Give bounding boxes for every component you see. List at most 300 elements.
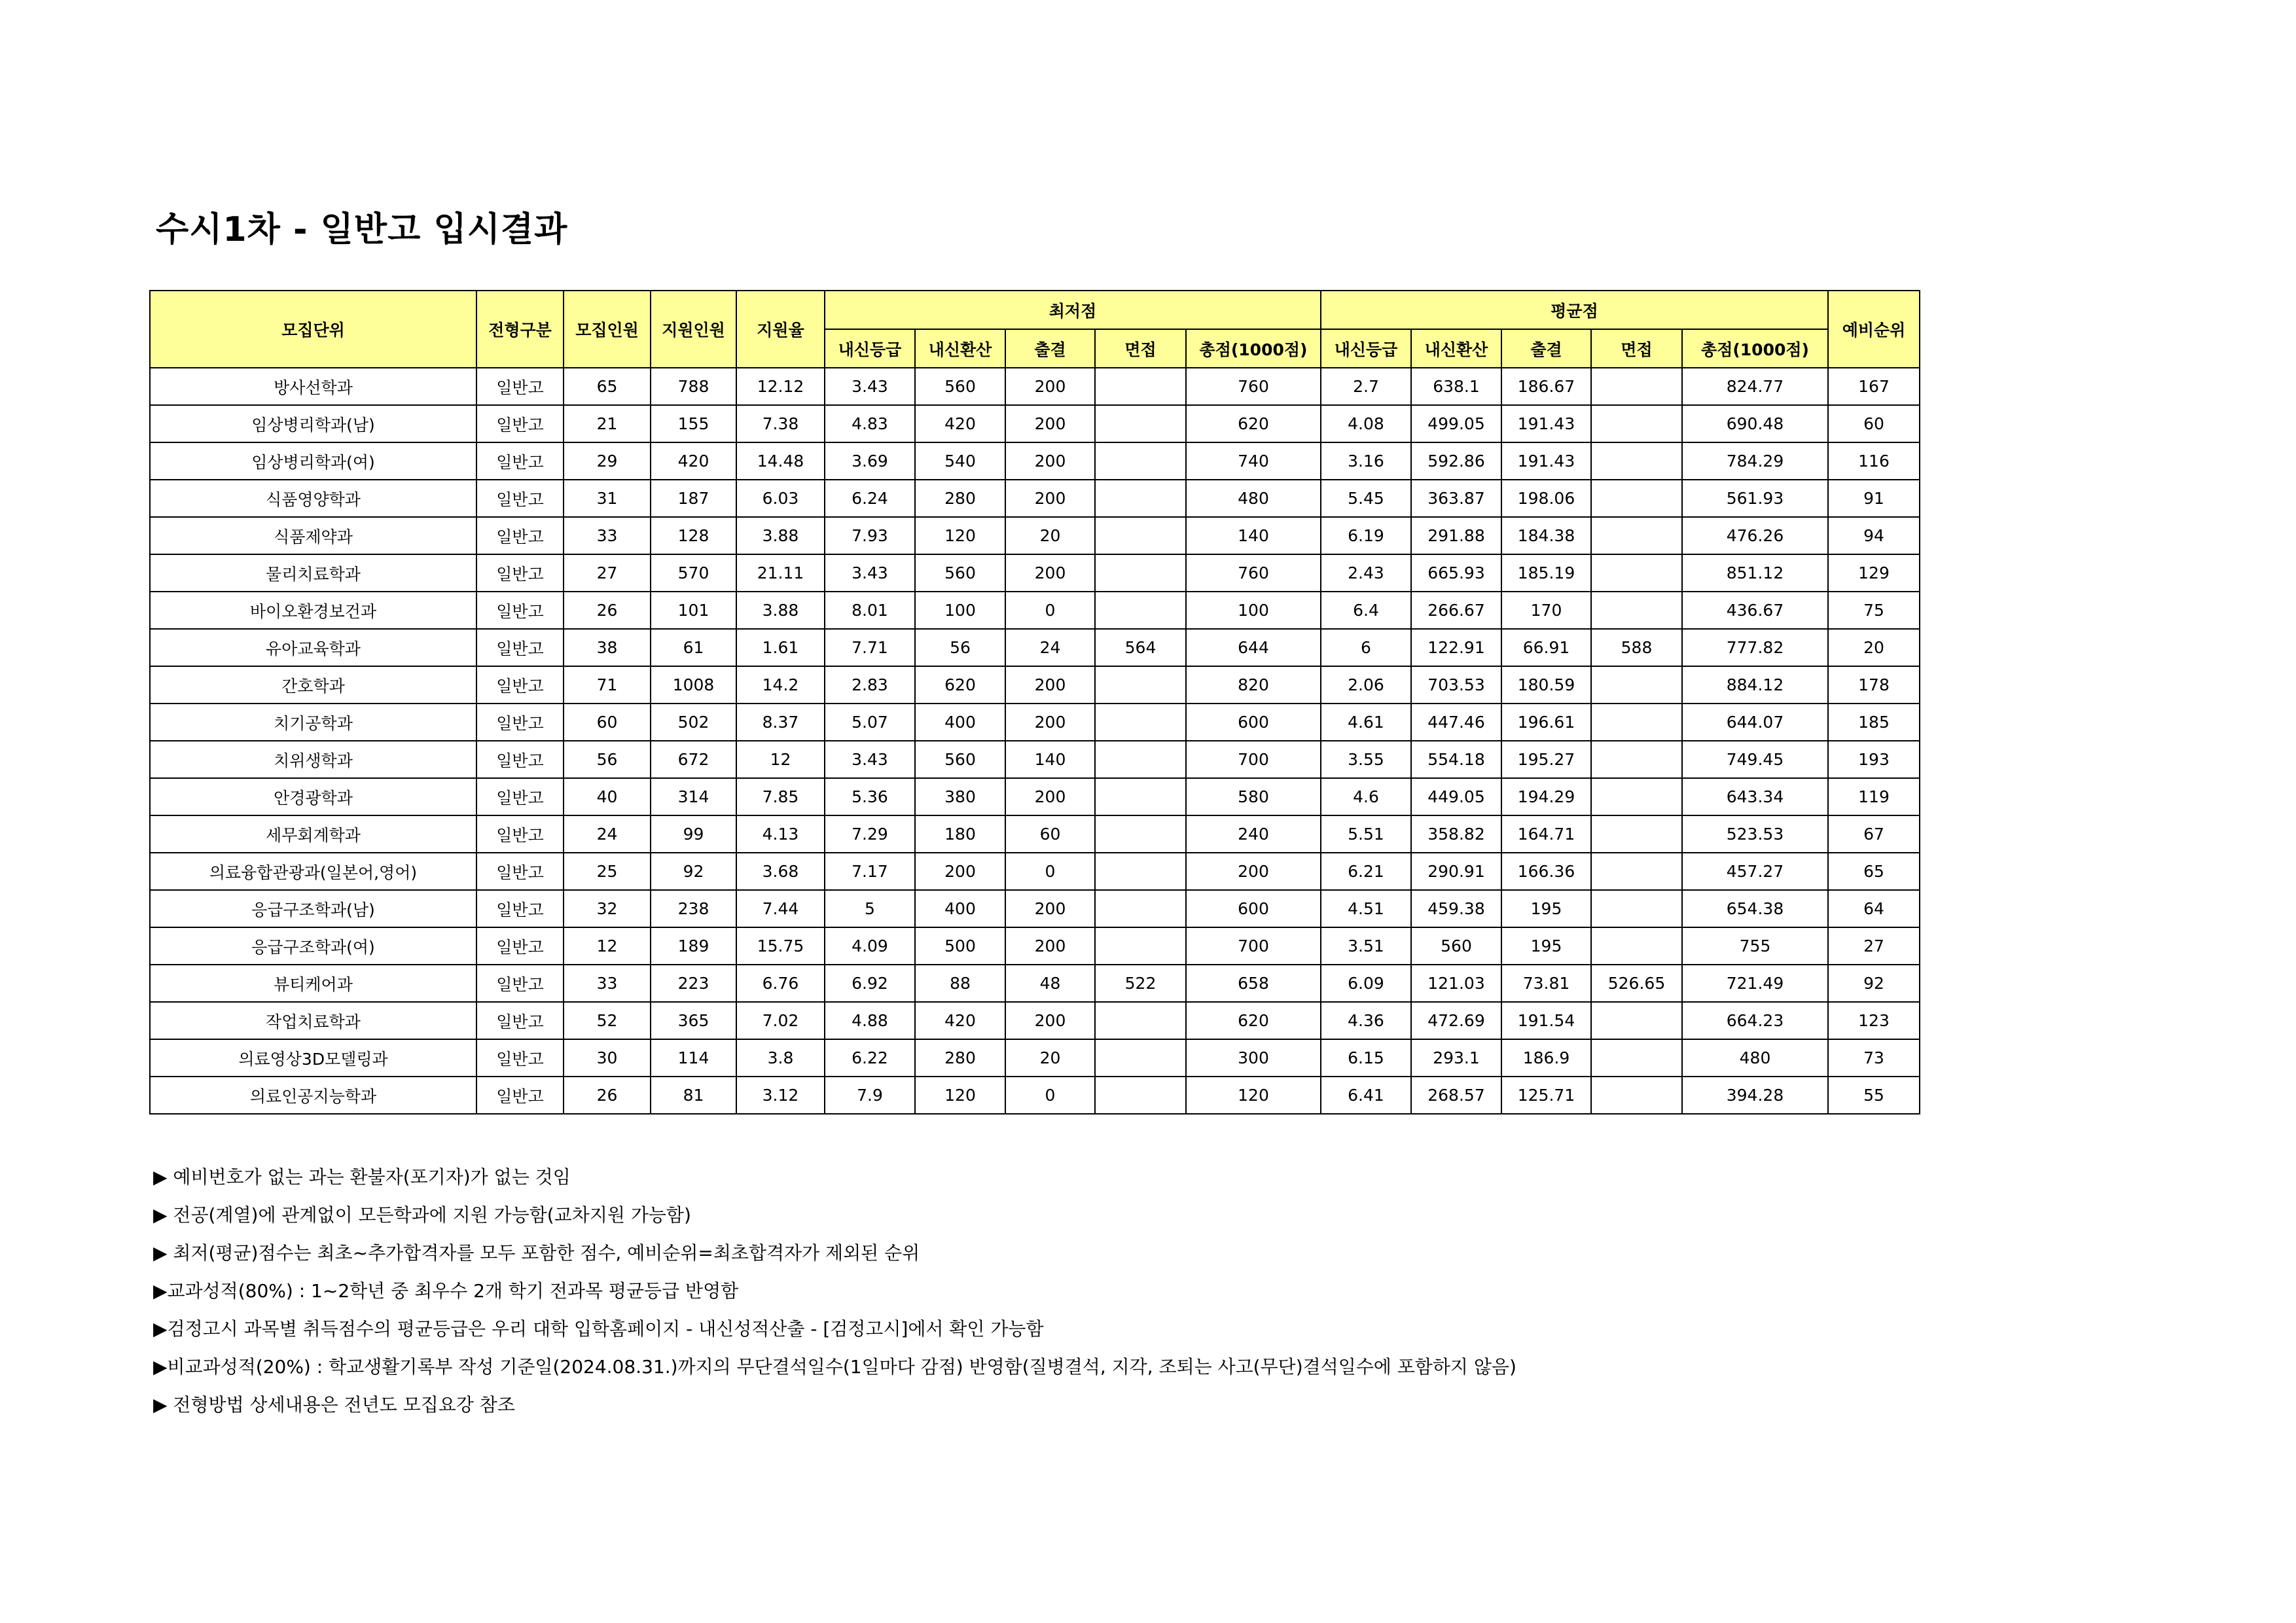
cell-type: 일반고 (476, 853, 564, 890)
cell-ratio: 3.68 (736, 853, 825, 890)
cell-avg-interview (1591, 480, 1682, 517)
table-row (150, 853, 1920, 890)
cell-avg-grade: 6.41 (1321, 1077, 1411, 1114)
cell-unit: 임상병리학과(여) (150, 442, 476, 480)
cell-min-grade: 7.17 (825, 853, 915, 890)
cell-min-converted: 420 (915, 405, 1005, 442)
cell-ratio: 14.2 (736, 666, 825, 704)
cell-min-converted: 100 (915, 592, 1005, 629)
cell-avg-converted: 459.38 (1411, 890, 1501, 927)
cell-avg-attendance: 66.91 (1501, 629, 1591, 666)
cell-ratio: 6.76 (736, 965, 825, 1002)
sub-header-interview: 면접 (1095, 329, 1186, 368)
cell-min-attendance: 20 (1005, 1039, 1095, 1077)
cell-min-total: 100 (1186, 592, 1321, 629)
cell-avg-interview (1591, 704, 1682, 741)
cell-min-interview (1095, 741, 1186, 778)
cell-ratio: 7.02 (736, 1002, 825, 1039)
note-item: ▶ 전형방법 상세내용은 전년도 모집요강 참조 (153, 1394, 515, 1416)
cell-type: 일반고 (476, 741, 564, 778)
cell-avg-total: 851.12 (1682, 554, 1828, 592)
cell-avg-grade: 4.08 (1321, 405, 1411, 442)
cell-min-total: 580 (1186, 778, 1321, 815)
cell-avg-attendance: 125.71 (1501, 1077, 1591, 1114)
cell-avg-converted: 638.1 (1411, 368, 1501, 405)
cell-unit: 응급구조학과(여) (150, 927, 476, 965)
cell-avg-converted: 358.82 (1411, 815, 1501, 853)
cell-type: 일반고 (476, 1002, 564, 1039)
cell-min-grade: 7.29 (825, 815, 915, 853)
cell-applicants: 238 (651, 890, 736, 927)
cell-type: 일반고 (476, 368, 564, 405)
cell-avg-grade: 2.7 (1321, 368, 1411, 405)
cell-applicants: 570 (651, 554, 736, 592)
cell-reserve: 67 (1828, 815, 1920, 853)
cell-type: 일반고 (476, 442, 564, 480)
cell-min-converted: 88 (915, 965, 1005, 1002)
table-row (150, 517, 1920, 554)
cell-unit: 뷰티케어과 (150, 965, 476, 1002)
cell-avg-interview (1591, 1077, 1682, 1114)
cell-min-interview: 522 (1095, 965, 1186, 1002)
cell-min-converted: 120 (915, 517, 1005, 554)
cell-avg-grade: 6.4 (1321, 592, 1411, 629)
cell-unit: 치위생학과 (150, 741, 476, 778)
cell-min-grade: 3.69 (825, 442, 915, 480)
cell-reserve: 185 (1828, 704, 1920, 741)
cell-min-interview (1095, 1002, 1186, 1039)
cell-avg-converted: 363.87 (1411, 480, 1501, 517)
cell-ratio: 8.37 (736, 704, 825, 741)
cell-applicants: 99 (651, 815, 736, 853)
cell-min-interview (1095, 554, 1186, 592)
cell-min-attendance: 0 (1005, 592, 1095, 629)
cell-unit: 응급구조학과(남) (150, 890, 476, 927)
cell-avg-interview (1591, 554, 1682, 592)
cell-ratio: 3.88 (736, 592, 825, 629)
cell-min-grade: 6.24 (825, 480, 915, 517)
sub-header-attendance: 출결 (1501, 329, 1591, 368)
cell-min-interview (1095, 704, 1186, 741)
table-row (150, 442, 1920, 480)
cell-unit: 세무회계학과 (150, 815, 476, 853)
cell-min-total: 300 (1186, 1039, 1321, 1077)
cell-applicants: 223 (651, 965, 736, 1002)
cell-avg-total: 749.45 (1682, 741, 1828, 778)
cell-avg-grade: 6.09 (1321, 965, 1411, 1002)
cell-reserve: 27 (1828, 927, 1920, 965)
cell-quota: 26 (564, 1077, 651, 1114)
cell-quota: 56 (564, 741, 651, 778)
group-header-avg: 평균점 (1321, 291, 1828, 329)
cell-min-interview (1095, 666, 1186, 704)
cell-min-total: 480 (1186, 480, 1321, 517)
cell-avg-interview: 588 (1591, 629, 1682, 666)
cell-min-attendance: 140 (1005, 741, 1095, 778)
cell-avg-attendance: 180.59 (1501, 666, 1591, 704)
cell-applicants: 365 (651, 1002, 736, 1039)
cell-ratio: 7.44 (736, 890, 825, 927)
table-row (150, 554, 1920, 592)
table-row (150, 1077, 1920, 1114)
cell-avg-total: 777.82 (1682, 629, 1828, 666)
cell-reserve: 119 (1828, 778, 1920, 815)
cell-avg-total: 884.12 (1682, 666, 1828, 704)
cell-unit: 물리치료학과 (150, 554, 476, 592)
cell-avg-interview (1591, 405, 1682, 442)
cell-applicants: 1008 (651, 666, 736, 704)
cell-min-interview (1095, 853, 1186, 890)
cell-quota: 26 (564, 592, 651, 629)
cell-avg-grade: 6.19 (1321, 517, 1411, 554)
cell-unit: 작업치료학과 (150, 1002, 476, 1039)
cell-type: 일반고 (476, 517, 564, 554)
cell-avg-attendance: 166.36 (1501, 853, 1591, 890)
cell-avg-interview (1591, 1002, 1682, 1039)
cell-unit: 바이오환경보건과 (150, 592, 476, 629)
cell-applicants: 788 (651, 368, 736, 405)
cell-avg-attendance: 198.06 (1501, 480, 1591, 517)
cell-avg-converted: 703.53 (1411, 666, 1501, 704)
cell-min-converted: 120 (915, 1077, 1005, 1114)
cell-reserve: 178 (1828, 666, 1920, 704)
table-row (150, 405, 1920, 442)
cell-applicants: 502 (651, 704, 736, 741)
cell-avg-total: 654.38 (1682, 890, 1828, 927)
cell-min-attendance: 200 (1005, 405, 1095, 442)
cell-min-grade: 7.93 (825, 517, 915, 554)
cell-min-interview (1095, 592, 1186, 629)
cell-applicants: 114 (651, 1039, 736, 1077)
cell-avg-converted: 499.05 (1411, 405, 1501, 442)
cell-min-attendance: 200 (1005, 442, 1095, 480)
cell-min-converted: 620 (915, 666, 1005, 704)
cell-min-grade: 6.22 (825, 1039, 915, 1077)
cell-avg-total: 394.28 (1682, 1077, 1828, 1114)
cell-applicants: 187 (651, 480, 736, 517)
col-header-ratio: 지원율 (736, 291, 825, 368)
col-header-type: 전형구분 (476, 291, 564, 368)
page-title: 수시1차 - 일반고 입시결과 (156, 210, 568, 249)
cell-min-attendance: 0 (1005, 853, 1095, 890)
cell-unit: 식품제약과 (150, 517, 476, 554)
cell-reserve: 129 (1828, 554, 1920, 592)
cell-quota: 21 (564, 405, 651, 442)
cell-min-grade: 5 (825, 890, 915, 927)
cell-avg-converted: 665.93 (1411, 554, 1501, 592)
cell-avg-converted: 121.03 (1411, 965, 1501, 1002)
cell-avg-grade: 3.55 (1321, 741, 1411, 778)
cell-type: 일반고 (476, 480, 564, 517)
cell-min-attendance: 200 (1005, 368, 1095, 405)
cell-min-converted: 200 (915, 853, 1005, 890)
cell-ratio: 3.88 (736, 517, 825, 554)
cell-avg-total: 561.93 (1682, 480, 1828, 517)
sub-header-converted: 내신환산 (1411, 329, 1501, 368)
cell-min-attendance: 24 (1005, 629, 1095, 666)
cell-reserve: 193 (1828, 741, 1920, 778)
cell-min-total: 240 (1186, 815, 1321, 853)
cell-avg-grade: 6 (1321, 629, 1411, 666)
table-row (150, 592, 1920, 629)
table-row (150, 965, 1920, 1002)
cell-avg-attendance: 195 (1501, 927, 1591, 965)
cell-min-converted: 380 (915, 778, 1005, 815)
cell-min-converted: 560 (915, 741, 1005, 778)
cell-avg-converted: 447.46 (1411, 704, 1501, 741)
cell-reserve: 55 (1828, 1077, 1920, 1114)
cell-avg-total: 755 (1682, 927, 1828, 965)
cell-quota: 32 (564, 890, 651, 927)
cell-avg-converted: 560 (1411, 927, 1501, 965)
cell-avg-grade: 6.21 (1321, 853, 1411, 890)
cell-min-total: 740 (1186, 442, 1321, 480)
cell-applicants: 81 (651, 1077, 736, 1114)
sub-header-converted: 내신환산 (915, 329, 1005, 368)
cell-min-attendance: 20 (1005, 517, 1095, 554)
cell-unit: 의료인공지능학과 (150, 1077, 476, 1114)
table-row (150, 1002, 1920, 1039)
cell-type: 일반고 (476, 815, 564, 853)
cell-quota: 30 (564, 1039, 651, 1077)
cell-avg-interview: 526.65 (1591, 965, 1682, 1002)
cell-avg-total: 784.29 (1682, 442, 1828, 480)
table-row (150, 666, 1920, 704)
table-row (150, 890, 1920, 927)
cell-avg-attendance: 73.81 (1501, 965, 1591, 1002)
sub-header-total: 총점(1000점) (1682, 329, 1828, 368)
cell-min-total: 600 (1186, 704, 1321, 741)
cell-min-attendance: 48 (1005, 965, 1095, 1002)
cell-avg-total: 824.77 (1682, 368, 1828, 405)
cell-quota: 31 (564, 480, 651, 517)
cell-min-converted: 540 (915, 442, 1005, 480)
cell-min-converted: 280 (915, 1039, 1005, 1077)
cell-avg-total: 436.67 (1682, 592, 1828, 629)
cell-quota: 38 (564, 629, 651, 666)
cell-avg-attendance: 164.71 (1501, 815, 1591, 853)
cell-quota: 60 (564, 704, 651, 741)
cell-quota: 33 (564, 517, 651, 554)
cell-reserve: 116 (1828, 442, 1920, 480)
cell-quota: 65 (564, 368, 651, 405)
cell-min-grade: 2.83 (825, 666, 915, 704)
cell-avg-attendance: 186.67 (1501, 368, 1591, 405)
note-item: ▶교과성적(80%) : 1~2학년 중 최우수 2개 학기 전과목 평균등급 반영함 (153, 1280, 739, 1302)
cell-min-grade: 5.07 (825, 704, 915, 741)
table-row (150, 629, 1920, 666)
cell-min-total: 760 (1186, 554, 1321, 592)
cell-min-total: 200 (1186, 853, 1321, 890)
cell-quota: 71 (564, 666, 651, 704)
cell-type: 일반고 (476, 704, 564, 741)
cell-min-attendance: 200 (1005, 666, 1095, 704)
notes-list (153, 1158, 2117, 1424)
cell-min-attendance: 200 (1005, 704, 1095, 741)
sub-header-attendance: 출결 (1005, 329, 1095, 368)
cell-reserve: 65 (1828, 853, 1920, 890)
cell-min-interview (1095, 927, 1186, 965)
group-header-min: 최저점 (825, 291, 1321, 329)
col-header-quota: 모집인원 (564, 291, 651, 368)
cell-min-total: 620 (1186, 405, 1321, 442)
cell-avg-interview (1591, 778, 1682, 815)
cell-reserve: 94 (1828, 517, 1920, 554)
cell-avg-total: 523.53 (1682, 815, 1828, 853)
table-row (150, 480, 1920, 517)
cell-avg-total: 643.34 (1682, 778, 1828, 815)
cell-avg-grade: 2.43 (1321, 554, 1411, 592)
note-item: ▶비교과성적(20%) : 학교생활기록부 작성 기준일(2024.08.31.)까지의 무단결석일수(1일마다 감점) 반영함(질병결석, 지각, 조퇴는 사고(무단)결석일수에 포함하지 않음) (153, 1356, 1516, 1378)
cell-min-grade: 4.88 (825, 1002, 915, 1039)
cell-unit: 의료영상3D모델링과 (150, 1039, 476, 1077)
admission-results-table (149, 290, 1920, 1115)
cell-avg-attendance: 195 (1501, 890, 1591, 927)
cell-min-interview (1095, 815, 1186, 853)
cell-min-converted: 280 (915, 480, 1005, 517)
cell-avg-attendance: 191.54 (1501, 1002, 1591, 1039)
cell-reserve: 20 (1828, 629, 1920, 666)
cell-quota: 24 (564, 815, 651, 853)
cell-avg-converted: 592.86 (1411, 442, 1501, 480)
table-row (150, 778, 1920, 815)
cell-avg-interview (1591, 368, 1682, 405)
cell-applicants: 101 (651, 592, 736, 629)
cell-unit: 의료융합관광과(일본어,영어) (150, 853, 476, 890)
cell-type: 일반고 (476, 592, 564, 629)
sub-header-total: 총점(1000점) (1186, 329, 1321, 368)
cell-min-interview: 564 (1095, 629, 1186, 666)
cell-min-grade: 5.36 (825, 778, 915, 815)
cell-quota: 27 (564, 554, 651, 592)
table-row (150, 368, 1920, 405)
cell-min-converted: 400 (915, 890, 1005, 927)
cell-min-total: 120 (1186, 1077, 1321, 1114)
cell-min-attendance: 60 (1005, 815, 1095, 853)
cell-type: 일반고 (476, 1039, 564, 1077)
cell-applicants: 314 (651, 778, 736, 815)
cell-min-grade: 3.43 (825, 554, 915, 592)
cell-ratio: 12.12 (736, 368, 825, 405)
cell-min-total: 658 (1186, 965, 1321, 1002)
cell-type: 일반고 (476, 554, 564, 592)
results-body (150, 368, 1920, 1114)
cell-reserve: 91 (1828, 480, 1920, 517)
cell-applicants: 61 (651, 629, 736, 666)
cell-unit: 치기공학과 (150, 704, 476, 741)
cell-avg-converted: 122.91 (1411, 629, 1501, 666)
cell-type: 일반고 (476, 778, 564, 815)
cell-min-attendance: 200 (1005, 890, 1095, 927)
cell-applicants: 420 (651, 442, 736, 480)
cell-avg-grade: 4.6 (1321, 778, 1411, 815)
cell-avg-grade: 5.45 (1321, 480, 1411, 517)
cell-min-grade: 8.01 (825, 592, 915, 629)
cell-min-converted: 180 (915, 815, 1005, 853)
cell-min-interview (1095, 442, 1186, 480)
table-row (150, 1039, 1920, 1077)
cell-avg-converted: 554.18 (1411, 741, 1501, 778)
cell-avg-attendance: 196.61 (1501, 704, 1591, 741)
cell-avg-interview (1591, 592, 1682, 629)
cell-quota: 40 (564, 778, 651, 815)
cell-min-converted: 56 (915, 629, 1005, 666)
cell-min-grade: 4.83 (825, 405, 915, 442)
cell-min-interview (1095, 405, 1186, 442)
cell-type: 일반고 (476, 405, 564, 442)
cell-min-grade: 6.92 (825, 965, 915, 1002)
cell-min-attendance: 200 (1005, 1002, 1095, 1039)
cell-avg-total: 476.26 (1682, 517, 1828, 554)
cell-avg-interview (1591, 890, 1682, 927)
cell-avg-attendance: 191.43 (1501, 405, 1591, 442)
cell-reserve: 60 (1828, 405, 1920, 442)
cell-avg-converted: 290.91 (1411, 853, 1501, 890)
cell-applicants: 672 (651, 741, 736, 778)
cell-min-attendance: 200 (1005, 554, 1095, 592)
cell-min-grade: 4.09 (825, 927, 915, 965)
cell-min-grade: 7.71 (825, 629, 915, 666)
cell-min-total: 700 (1186, 741, 1321, 778)
cell-type: 일반고 (476, 629, 564, 666)
cell-min-total: 600 (1186, 890, 1321, 927)
note-item: ▶검정고시 과목별 취득점수의 평균등급은 우리 대학 입학홈페이지 - 내신성적산출 - [검정고시]에서 확인 가능함 (153, 1318, 1044, 1340)
cell-avg-grade: 3.16 (1321, 442, 1411, 480)
header-row-top (150, 291, 1920, 329)
note-item: ▶ 최저(평균)점수는 최초~추가합격자를 모두 포함한 점수, 예비순위=최초합격자가 제외된 순위 (153, 1242, 920, 1264)
cell-avg-converted: 268.57 (1411, 1077, 1501, 1114)
table-row (150, 815, 1920, 853)
cell-avg-attendance: 184.38 (1501, 517, 1591, 554)
cell-unit: 안경광학과 (150, 778, 476, 815)
cell-min-total: 140 (1186, 517, 1321, 554)
cell-avg-attendance: 195.27 (1501, 741, 1591, 778)
cell-avg-grade: 2.06 (1321, 666, 1411, 704)
cell-avg-grade: 4.51 (1321, 890, 1411, 927)
cell-min-total: 620 (1186, 1002, 1321, 1039)
cell-unit: 간호학과 (150, 666, 476, 704)
cell-avg-total: 690.48 (1682, 405, 1828, 442)
cell-min-interview (1095, 1077, 1186, 1114)
cell-avg-grade: 4.61 (1321, 704, 1411, 741)
cell-avg-interview (1591, 442, 1682, 480)
table-row (150, 741, 1920, 778)
cell-avg-grade: 6.15 (1321, 1039, 1411, 1077)
cell-avg-total: 721.49 (1682, 965, 1828, 1002)
cell-quota: 25 (564, 853, 651, 890)
cell-type: 일반고 (476, 890, 564, 927)
cell-min-grade: 3.43 (825, 741, 915, 778)
sub-header-interview: 면접 (1591, 329, 1682, 368)
cell-min-grade: 7.9 (825, 1077, 915, 1114)
cell-min-interview (1095, 890, 1186, 927)
cell-type: 일반고 (476, 927, 564, 965)
cell-applicants: 155 (651, 405, 736, 442)
cell-avg-interview (1591, 927, 1682, 965)
cell-avg-attendance: 185.19 (1501, 554, 1591, 592)
cell-avg-interview (1591, 815, 1682, 853)
cell-min-attendance: 200 (1005, 927, 1095, 965)
cell-avg-converted: 449.05 (1411, 778, 1501, 815)
cell-avg-converted: 472.69 (1411, 1002, 1501, 1039)
cell-min-attendance: 0 (1005, 1077, 1095, 1114)
cell-applicants: 128 (651, 517, 736, 554)
cell-type: 일반고 (476, 965, 564, 1002)
cell-applicants: 189 (651, 927, 736, 965)
cell-avg-interview (1591, 1039, 1682, 1077)
cell-quota: 33 (564, 965, 651, 1002)
cell-quota: 12 (564, 927, 651, 965)
